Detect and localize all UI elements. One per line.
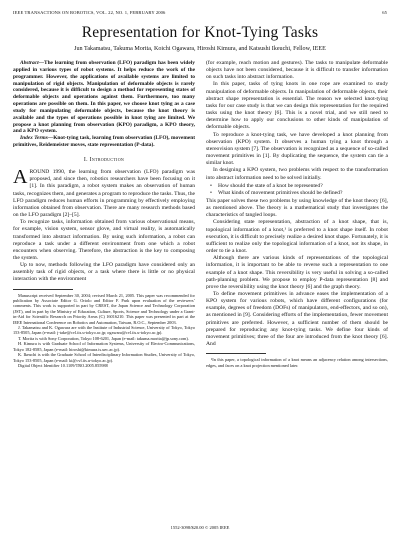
- intro-paragraph-2: To recognize tasks, information obtained from various observational means, for example, vision system, sensor glove, and virtual reality, is automatically transformed into abstract information. By using such information, a robot can reproduce a task under a different environment from one which a robot encounters when observing. Therefore, the abstraction is the key to composing the system.: [13, 219, 195, 261]
- index-terms-label: Index Terms—: [20, 135, 54, 142]
- paper-title: Representation for Knot-Tying Tasks: [81, 24, 319, 41]
- abstract: [13, 60, 195, 135]
- question-item: • How should the state of a knot be represented?: [218, 183, 388, 190]
- page-number: 65: [382, 10, 387, 15]
- left-column: [13, 60, 195, 368]
- abstract-text: The learning from observation (LFO) paradigm has been widely applied in various types of robot systems. It helps reduce the work of the programmer. However, the applications of available systems are limited to manipulation of rigid objects. Manipulation of deformable objects is rarely considered, because it is difficult to design a method for representing states of deformable objects and operations against them. Furthermore, too many operations are possible on them. In this paper, we choose knot tying as a case study for manipulating deformable objects, because the knot theory is available and the types of operations possible in knot tying are limited. We propose a knot planning from observation (KPO) paradigm, a KPO theory, and a KPO system.: [13, 60, 195, 135]
- footnote-affiliation-1: J. Takamatsu and K. Ogawara are with the Institute of Industrial Science, University of Tokyo, Tokyo 153-8505, Japan (e-mail: j-take@cvl.iis.u-tokyo.ac.jp; ogawara@cvl.iis.u-tokyo.ac.jp).: [13, 325, 195, 336]
- footnote-divider: [13, 289, 73, 290]
- footnote-manuscript: Manuscript received September 30, 2004; revised March 21, 2005. This paper was recommended for publication by Associate Editor G. Oriolo and Editor F. Park upon evaluation of the reviewers’ comments. This work is supported in part by CREST, the Japan Science and Technology Corporation (JST), and in part by the Ministry of Education, Culture, Sports, Science and Technology under a Grant-in-Aid for Scientific Research on Priority Areas (C) 16016210. This paper was presented in part at the IEEE International Conference on Robotics and Automation, Taiwan, R.O.C., September 2003.: [13, 292, 195, 325]
- index-terms: [13, 135, 195, 149]
- footnote-affiliation-2: T. Morita is with Sony Corporation, Tokyo 108-6201, Japan (e-mail: takuma.morita@jp.sony.com).: [18, 335, 189, 341]
- footnote-topology: ¹In this paper, a topological information of a knot means an adjacency relation among intersections, edges, and faces on a knot projection mentioned later.: [206, 357, 388, 368]
- section-heading: I. Introduction: [83, 156, 125, 163]
- footnote-affiliation-4: K. Ikeuchi is with the Graduate School of Interdisciplinary Information Studies, University of Tokyo, Tokyo 153-8505, Japan (e-mail: ki@cvl.iis.u-tokyo.ac.jp).: [13, 352, 195, 363]
- body-paragraph-5: This paper solves these two problems by using knowledge of the knot theory [6], as mentioned above. The theory is a mathematical study that investigates the characteristics of tangled loops.: [206, 197, 388, 219]
- author-list: Jun Takamatsu, Takuma Morita, Koichi Ogawara, Hiroshi Kimura, and Katsushi Ikeuchi, Fellow, IEEE: [74, 46, 326, 52]
- body-paragraph-6: Considering state representation, abstraction of a knot shape, that is, topological information of a knot,¹ is preferred to a knot shape itself. In robot execution, it is difficult to precisely realize a desired knot shape. Fortunately, it is sufficient to realize only the topological information of a knot, not its shape, in order to tie a knot.: [206, 219, 388, 255]
- footnote-doi: Digital Object Identifier 10.1109/TRO.2005.855988: [18, 362, 108, 368]
- intro-paragraph-1-text: ROUND 1990, the learning from observation (LFO) paradigm was proposed, and since then, robotics researchers have been focusing on it [1]. In this paradigm, a robot system makes an observation of human tasks, recognizes them, and generates a program to reproduce the tasks. Thus, the LFO paradigm reduces human efforts in programming by effectively employing information obtained from observation. There are many research methods based on the LFO paradigm [2]–[5].: [13, 169, 195, 219]
- body-paragraph-4: In designing a KPO system, two problems with respect to the transformation into abstract information need to be solved initially.: [206, 167, 388, 181]
- copyright-footer: 1552-3098/$20.00 © 2005 IEEE: [170, 525, 230, 530]
- body-paragraph-8: To define movement primitives in advance eases the implementation of a KPO system for various robots, which have different configurations (for example, degrees of freedom (DOFs) of manipulators, end-effectors, and so on), as mentioned in [9]. Considering efforts of the implementation, fewer movement primitives are preferred. However, a sufficient number of them should be prepared for reproducing any knot-tying tasks. We define four kinds of movement primitives; three of the four are introduced from the knot theory [6]. And: [206, 291, 388, 348]
- intro-paragraph-1: [13, 166, 195, 219]
- question-list: [206, 183, 388, 197]
- footnote-divider: [206, 353, 266, 354]
- running-header: [13, 10, 387, 18]
- question-item: • What kinds of movement primitives should be defined?: [218, 190, 388, 197]
- body-paragraph-2: In this paper, tasks of tying knots in one rope are examined to study manipulation of deformable objects. In manipulation of deformable objects, their abstract shape representation is essential. The reason we selected knot-tying tasks for our case study is that we can design this representation for the required tasks using the knot theory [6]. This is a novel trial, and we still need to determine how to apply our conclusions to other kinds of manipulation of deformable objects.: [206, 81, 388, 131]
- body-paragraph-3: To reproduce a knot-tying task, we have developed a knot planning from observation (KPO) system. It observes a human tying a knot through a stereovision system [7]. The observation is recognized as a sequence of so-called movement primitives in [1]. By duplicating the sequence, the system can tie a similar knot.: [206, 131, 388, 167]
- intro-paragraph-3: Up to now, methods following the LFO paradigm have considered only an assembly task of rigid objects, or a task where there is little or no physical interaction with the environment: [13, 262, 195, 283]
- index-terms-text: Knot-tying task, learning from observation (LFO), movement primitives, Reidemeister moves, state representation (P-data).: [13, 135, 195, 149]
- right-column: [206, 60, 388, 368]
- abstract-label: Abstract—: [20, 60, 44, 66]
- journal-info: IEEE TRANSACTIONS ON ROBOTICS, VOL. 22, NO. 1, FEBRUARY 2006: [13, 10, 166, 15]
- drop-cap: A: [13, 166, 28, 189]
- footnote-affiliation-3: H. Kimura is with Graduate School of Information Systems, University of Electro-Communications, Tokyo 182-8585, Japan (e-mail: hiroshi@kimura.is.uec.ac.jp).: [13, 341, 195, 352]
- body-paragraph-1: (for example, reach motion and gestures). The tasks to manipulate deformable objects have not been considered, because it is difficult to transfer information on such tasks into abstract information.: [206, 60, 388, 81]
- body-paragraph-7: Although there are various kinds of representations of the topological information, it is important to be able to reverse such a representation to one example of a knot shape. This reversibility is very useful in solving a so-called path-planning problem. We propose to employ P-data representation [8] and prove the reversibility using the knot theory [6] and the graph theory.: [206, 255, 388, 290]
